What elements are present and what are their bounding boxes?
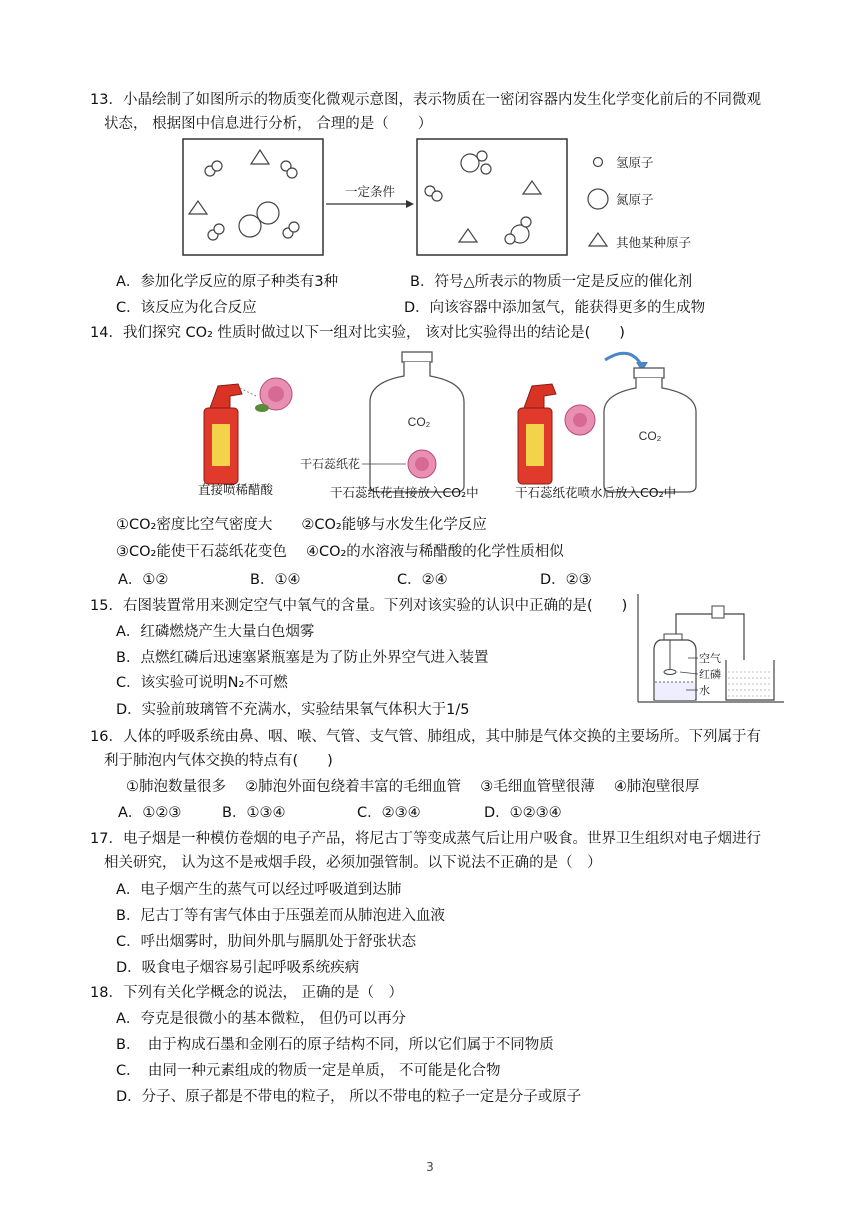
rose-in-jar-icon xyxy=(408,450,436,478)
q16-statements: ①肺泡数量很多 ②肺泡外面包绕着丰富的毛细血管 ③毛细血管壁很薄 ④肺泡壁很厚 xyxy=(126,779,700,795)
q18-option-a: A．夸克是很微小的基本微粒， 但仍可以再分 xyxy=(116,1011,407,1027)
q17-option-b: B．尼古丁等有害气体由于压强差而从肺泡进入血液 xyxy=(116,908,445,924)
q14-caption-2: 干石蕊纸花直接放入CO₂中 xyxy=(330,485,479,500)
q14-option-a: A．①② xyxy=(118,572,169,588)
arrow-label: 一定条件 xyxy=(344,185,396,199)
legend-hydrogen: 氢原子 xyxy=(616,156,654,170)
q16-option-a: A．①②③ xyxy=(118,805,182,821)
label-air: 空气 xyxy=(699,653,721,665)
q14-statements-2: ③CO₂能使干石蕊纸花变色 ④CO₂的水溶液与稀醋酸的化学性质相似 xyxy=(116,544,564,560)
q15-stem: 15．右图装置常用来测定空气中氧气的含量。下列对该实验的认识中正确的是( ) xyxy=(90,598,628,614)
page-number: 3 xyxy=(426,1160,434,1174)
q17-option-a: A．电子烟产生的蒸气可以经过呼吸道到达肺 xyxy=(116,882,402,898)
q16-option-c: C．②③④ xyxy=(357,805,421,821)
rose-flower-2-icon xyxy=(565,405,595,435)
q14-option-d: D．②③ xyxy=(540,572,592,588)
q18-option-c: C． 由同一种元素组成的物质一定是单质， 不可能是化合物 xyxy=(116,1063,501,1079)
spray-bottle-2-icon xyxy=(518,384,556,484)
q15-option-d: D．实验前玻璃管不充满水，实验结果氧气体积大于1/5 xyxy=(116,702,470,718)
q13-option-d: D．向该容器中添加氢气，能获得更多的生成物 xyxy=(404,300,706,316)
q13-option-c: C．该反应为化合反应 xyxy=(116,300,257,316)
legend-other: 其他某种原子 xyxy=(616,236,692,250)
legend-nitrogen: 氮原子 xyxy=(616,193,654,207)
q13-option-a: A．参加化学反应的原子种类有3种 xyxy=(116,274,339,290)
q15-apparatus-svg xyxy=(636,590,786,708)
other-atom-legend-icon xyxy=(589,233,607,246)
q14-caption-3: 干石蕊纸花喷水后放入CO₂中 xyxy=(515,485,677,500)
rose-flower-icon xyxy=(255,378,292,412)
q14-statements-1: ①CO₂密度比空气密度大 ②CO₂能够与水发生化学反应 xyxy=(116,517,487,533)
q15-apparatus-figure xyxy=(636,590,786,708)
q18-option-d: D．分子、原子都是不带电的粒子， 所以不带电的粒子一定是分子或原子 xyxy=(116,1089,582,1105)
q14-caption-1: 直接喷稀醋酸 xyxy=(198,482,274,497)
q17-option-d: D．吸食电子烟容易引起呼吸系统疾病 xyxy=(116,960,360,976)
q16-option-d: D．①②③④ xyxy=(484,805,562,821)
label-water: 水 xyxy=(699,685,710,697)
q13-micro-diagram xyxy=(180,136,720,260)
q16-stem-line2: 利于肺泡内气体交换的特点有( ) xyxy=(104,753,333,769)
q13-diagram-svg xyxy=(180,136,720,260)
q17-option-c: C．呼出烟雾时，肋间外肌与膈肌处于舒张状态 xyxy=(116,934,417,950)
q17-stem-line1: 17．电子烟是一种模仿卷烟的电子产品，将尼古丁等变成蒸气后让用户吸食。世界卫生组织对电子烟进行 xyxy=(90,831,761,847)
q17-stem-line2: 相关研究， 认为这不是戒烟手段，必须加强管制。以下说法不正确的是（ ） xyxy=(104,855,602,871)
dry-litmus-flower-label: 干石蕊纸花 xyxy=(299,457,361,471)
jar2-label: CO₂ xyxy=(638,429,662,443)
nitrogen-legend-icon xyxy=(588,189,608,209)
label-red-phosphorus: 红磷 xyxy=(699,669,721,681)
move-arrow-icon xyxy=(605,353,642,366)
q15-option-b: B．点燃红磷后迅速塞紧瓶塞是为了防止外界空气进入装置 xyxy=(116,650,489,666)
q15-option-a: A．红磷燃烧产生大量白色烟雾 xyxy=(116,624,315,640)
q18-option-b: B． 由于构成石墨和金刚石的原子结构不同，所以它们属于不同物质 xyxy=(116,1037,554,1053)
spray-bottle-icon xyxy=(204,384,256,484)
hydrogen-legend-icon xyxy=(594,158,603,167)
q15-option-c: C．该实验可说明N₂不可燃 xyxy=(116,675,288,691)
q13-stem-line2: 状态， 根据图中信息进行分析， 合理的是（ ） xyxy=(104,116,433,132)
q13-option-b: B．符号△所表示的物质一定是反应的催化剂 xyxy=(410,274,693,290)
q16-option-b: B．①③④ xyxy=(222,805,286,821)
jar1-label: CO₂ xyxy=(407,415,431,429)
q14-option-b: B．①④ xyxy=(250,572,301,588)
q14-option-c: C．②④ xyxy=(397,572,448,588)
q14-stem: 14．我们探究 CO₂ 性质时做过以下一组对比实验， 该对比实验得出的结论是( ) xyxy=(90,325,625,341)
q16-stem-line1: 16．人体的呼吸系统由鼻、咽、喉、气管、支气管、肺组成，其中肺是气体交换的主要场所。下列属于有 xyxy=(90,729,761,745)
q13-stem-line1: 13．小晶绘制了如图所示的物质变化微观示意图，表示物质在一密闭容器内发生化学变化前后的不同微观 xyxy=(90,92,761,108)
before-box xyxy=(183,139,323,255)
q18-stem: 18．下列有关化学概念的说法， 正确的是（ ） xyxy=(90,985,404,1001)
